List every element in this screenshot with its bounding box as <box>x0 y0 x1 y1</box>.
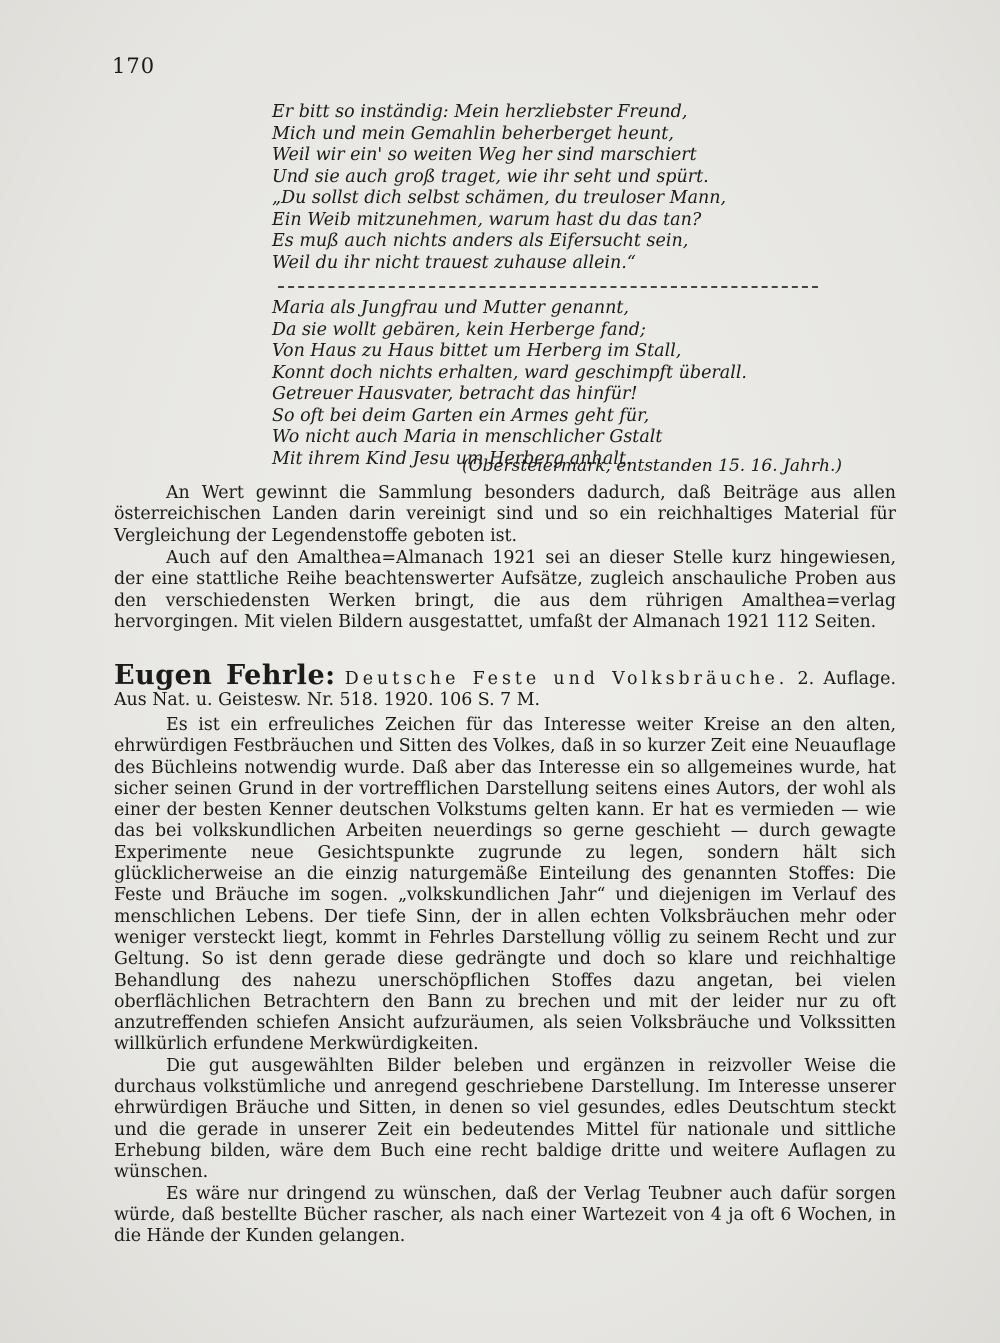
poem-source: (Obersteiermark, entstanden 15. 16. Jahrh.) <box>462 456 843 476</box>
poem-line: Ein Weib mitzunehmen, warum hast du das tan? <box>272 209 702 230</box>
paragraph-collection <box>114 483 896 547</box>
poem-line: Konnt doch nichts erhalten, ward geschimpft überall. <box>272 362 747 383</box>
poem-line: Mich und mein Gemahlin beherberget heunt, <box>272 123 674 144</box>
poem-line: Er bitt so inständig: Mein herzliebster Freund, <box>272 102 688 122</box>
review-author: Eugen Fehrle: <box>114 660 336 691</box>
poem-line: Es muß auch nichts anders als Eifersucht sein, <box>272 231 689 251</box>
review-heading <box>114 660 896 712</box>
paragraph: Die gut ausgewählten Bilder beleben und ergänzen in reizvoller Weise die durchaus volkstümliche und anregend geschriebene Darstellung. Im Interesse unserer ehrwürdigen Bräuche und Sitten, in denen so viel gesundes, edles Deutschtum steckt und die gerade in unserer Zeit ein bedeutendes Mittel für nationale und sittliche Erhebung bilden, wäre dem Buch eine recht baldige dritte und weitere Auflagen zu wünschen. <box>114 1055 896 1183</box>
paragraph: Es ist ein erfreuliches Zeichen für das Interesse weiter Kreise an den alten, ehrwürdigen Festbräuchen und Sitten des Volkes, daß in so kurzer Zeit eine Neuauflage des Büchleins notwendig wurde. Daß aber das Interesse ein so allgemeines wurde, hat sicher seinen Grund in der vortrefflichen Darstellung seitens eines Autors, der wohl als einer der besten Kenner deutschen Volkstums gelten kann. Er hat es vermieden — wie das bei volkskundlichen Arbeiten neuerdings so gerne geschieht — durch gewagte Experimente neue Gesichtspunkte zugrunde zu legen, sondern hält sich glücklicherweise an die einzig naturgemäße Einteilung des genannten Stoffes: Die Feste und Bräuche im sogen. „volkskundlichen Jahr“ und diejenigen im Verlauf des menschlichen Lebens. Der tiefe Sinn, der in allen echten Volksbräuchen mehr oder weniger versteckt liegt, kommt in Fehrles Darstellung völlig zu seinem Recht und zur Geltung. So ist denn gerade diese gedrängte und doch so klare und reichhaltige Behandlung des nahezu unerschöpflichen Stoffes dazu angetan, bei vielen oberflächlichen Betrachtern den Bann zu brechen und mit der leider nur zu oft anzutreffenden schiefen Ansicht aufzuräumen, als seien Volksbräuche und Volkssitten willkürlich erfundene Merkwürdigkeiten. <box>114 715 896 1055</box>
poem-line: Wo nicht auch Maria in menschlicher Gstalt <box>272 427 663 447</box>
poem-stanza-2 <box>272 298 832 470</box>
review-book-details: 2. Auflage. Aus Nat. u. Geistesw. Nr. 518. 1920. 106 S. 7 M. <box>114 669 896 711</box>
paragraph: An Wert gewinnt die Sammlung besonders dadurch, daß Beiträge aus allen österreichischen Landen darin vereinigt sind und so ein reichhaltiges Material für Vergleichung der Legendenstoffe geboten ist. <box>114 483 896 546</box>
poem-line: So oft bei deim Garten ein Armes geht für, <box>272 405 650 426</box>
paragraph: Es wäre nur dringend zu wünschen, daß der Verlag Teubner auch dafür sorgen würde, daß bestellte Bücher rascher, als nach einer Wartezeit von 4 ja oft 6 Wochen, in die Hände der Kunden gelangen. <box>114 1183 896 1247</box>
review-book-title: Deutsche Feste und Volksbräuche. <box>344 669 789 689</box>
page-number: 170 <box>112 54 156 78</box>
dashed-divider <box>278 286 818 288</box>
poem-stanza-1 <box>272 102 832 274</box>
poem-line: Mit ihrem Kind Jesu um Herberg anhalt. <box>272 448 632 469</box>
poem-line: „Du sollst dich selbst schämen, du treuloser Mann, <box>272 188 727 208</box>
poem-line: Und sie auch groß traget, wie ihr seht und spürt. <box>272 166 709 187</box>
poem-line: Von Haus zu Haus bittet um Herberg im Stall, <box>272 341 682 361</box>
paragraph-almanac <box>114 548 896 633</box>
review-body <box>114 715 896 1247</box>
poem-line: Weil wir ein' so weiten Weg her sind marschiert <box>272 145 697 165</box>
poem-line: Weil du ihr nicht trauest zuhause allein.“ <box>272 252 636 273</box>
poem-line: Getreuer Hausvater, betracht das hinfür! <box>272 384 638 404</box>
poem-line: Da sie wollt gebären, kein Herberge fand; <box>272 319 646 340</box>
paragraph: Auch auf den Amalthea=Almanach 1921 sei an dieser Stelle kurz hingewiesen, der eine stattliche Reihe beachtenswerter Aufsätze, zugleich anschauliche Proben aus den verschiedensten Werken bringt, die aus dem rührigen Amalthea=verlag hervorgingen. Mit vielen Bildern ausgestattet, umfaßt der Almanach 1921 112 Seiten. <box>114 548 896 632</box>
poem-line: Maria als Jungfrau und Mutter genannt, <box>272 298 629 318</box>
